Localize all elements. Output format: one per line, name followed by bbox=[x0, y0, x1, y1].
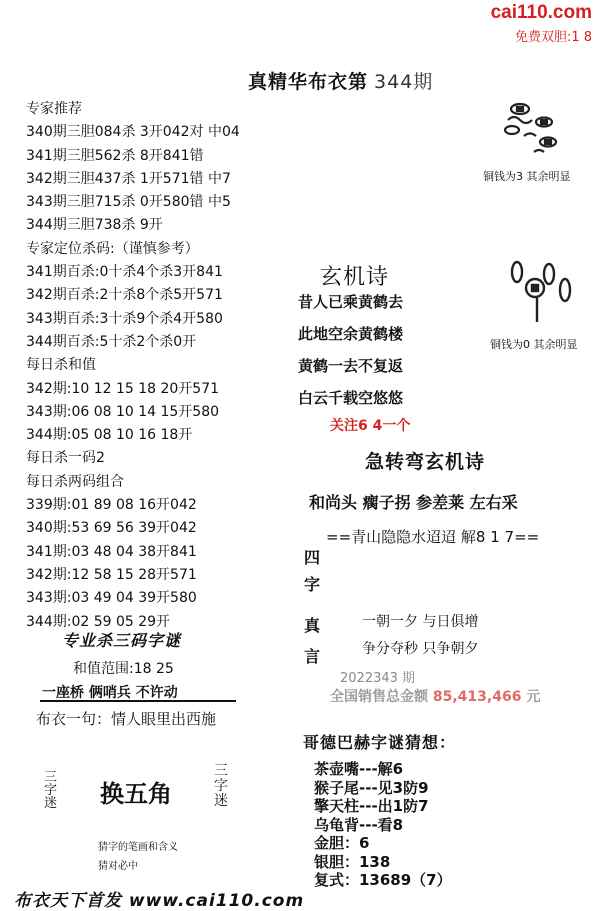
expert-recommendations bbox=[26, 98, 240, 634]
sum-range: 和值范围:18 25 bbox=[73, 661, 174, 677]
expert-line: 341期百杀:0十杀4个杀3开841 bbox=[26, 264, 223, 281]
clue-line: 复式：13689（7） bbox=[314, 871, 452, 889]
goldbach-title: 哥德巴赫字谜猜想： bbox=[303, 733, 457, 752]
expert-line: 每日杀和值 bbox=[26, 357, 96, 374]
poem-line: 此地空余黄鹤楼 bbox=[298, 325, 404, 343]
four-char-heading: 四 bbox=[304, 548, 321, 567]
sales-unit: 元 bbox=[526, 689, 541, 705]
title-issue: 344期 bbox=[374, 71, 434, 93]
vertical-char: 字 bbox=[214, 778, 228, 794]
coins-illustration-2 bbox=[507, 260, 577, 324]
expert-line: 344期:02 59 05 29开 bbox=[26, 613, 171, 630]
expert-line: 339期:01 89 08 16开042 bbox=[26, 497, 197, 514]
vertical-char: 三 bbox=[44, 770, 58, 785]
expert-line: 344期三胆738杀 9开 bbox=[26, 217, 163, 234]
poem-line: 白云千载空悠悠 bbox=[298, 389, 404, 407]
sales-total bbox=[330, 686, 540, 706]
vertical-char: 字 bbox=[44, 783, 58, 798]
expert-line: 344期百杀:5十杀2个杀0开 bbox=[26, 333, 197, 350]
clue-line: 金胆：6 bbox=[314, 834, 370, 852]
expert-line: 342期百杀:2十杀8个杀5开571 bbox=[26, 287, 223, 304]
riddle-hint: 猜字的笔画和含义 bbox=[98, 842, 178, 853]
expert-line: 344期:05 08 10 16 18开 bbox=[26, 427, 193, 444]
expert-line: 专家推荐 bbox=[26, 101, 82, 117]
riddle-poem-title: 急转弯玄机诗 bbox=[365, 451, 486, 473]
vertical-char: 迷 bbox=[214, 793, 228, 809]
sales-label: 全国销售总金额 bbox=[330, 689, 428, 705]
riddle-hint-2: 猜对必中 bbox=[98, 861, 138, 872]
sales-issue: 2022343 期 bbox=[340, 671, 416, 686]
coins-caption-1: 铜钱为3 其余明显 bbox=[483, 170, 571, 183]
clue-line: 银胆：138 bbox=[314, 852, 391, 871]
four-char-heading: 真 bbox=[304, 616, 321, 635]
riddle-main: 换五角 bbox=[100, 780, 172, 808]
focus-hint: 关注6 4一个 bbox=[330, 418, 411, 434]
expert-line: 343期:03 49 04 39开580 bbox=[26, 590, 197, 607]
site-logo-text: cai110.com bbox=[490, 2, 592, 23]
expert-line: 每日杀两码组合 bbox=[26, 473, 124, 490]
footer-banner: 布衣天下首发 www.cai110.com bbox=[14, 891, 305, 911]
three-char-riddle-label-left bbox=[44, 771, 57, 810]
divider-line bbox=[40, 700, 236, 702]
clue-line: 猴子尾---见3防9 bbox=[314, 778, 429, 797]
expert-line: 专家定位杀码:（谨慎参考） bbox=[26, 240, 199, 257]
goldbach-clues bbox=[314, 760, 452, 890]
riddle-heading: 专业杀三码字谜 bbox=[62, 631, 182, 650]
expert-line: 341期三胆562杀 8开841错 bbox=[26, 147, 204, 164]
expert-line: 340期:53 69 56 39开042 bbox=[26, 520, 197, 537]
expert-line: 342期三胆437杀 1开571错 中7 bbox=[26, 170, 231, 187]
expert-line: 342期:12 58 15 28开571 bbox=[26, 566, 197, 583]
four-char-heading: 言 bbox=[304, 647, 321, 666]
clue-line: 乌龟背---看8 bbox=[314, 815, 404, 834]
four-char-line: 争分夺秒 只争朝夕 bbox=[362, 641, 479, 657]
expert-line: 每日杀一码2 bbox=[26, 450, 105, 467]
expert-line: 343期三胆715杀 0开580错 中5 bbox=[26, 194, 231, 211]
poem-line: 昔人已乘黄鹤去 bbox=[298, 293, 404, 311]
buyi-saying: 布衣一句：情人眼里出西施 bbox=[36, 710, 217, 728]
title-main: 真精华布衣第 bbox=[248, 71, 369, 93]
four-char-heading: 字 bbox=[304, 575, 321, 594]
sales-amount: 85,413,466 bbox=[432, 689, 522, 705]
expert-line: 341期:03 48 04 38开841 bbox=[26, 543, 197, 560]
vertical-char: 三 bbox=[214, 763, 228, 779]
poem-title: 玄机诗 bbox=[320, 265, 390, 290]
expert-line: 340期三胆084杀 3开042对 中04 bbox=[26, 124, 240, 141]
poem-line: 黄鹤一去不复返 bbox=[298, 357, 404, 375]
coins-illustration-1 bbox=[498, 100, 562, 160]
riddle-solution-line: ==青山隐隐水迢迢 解8 1 7== bbox=[326, 528, 540, 546]
clue-line: 茶壶嘴---解6 bbox=[314, 760, 404, 778]
expert-line: 343期百杀:3十杀9个杀4开580 bbox=[26, 310, 223, 327]
three-char-riddle-label-right bbox=[214, 764, 228, 809]
bridge-riddle: 一座桥 俩哨兵 不许动 bbox=[42, 685, 178, 701]
expert-line: 342期:10 12 15 18 20开571 bbox=[26, 380, 220, 397]
coins-caption-2: 铜钱为0 其余明显 bbox=[490, 338, 578, 351]
expert-line: 343期:06 08 10 14 15开580 bbox=[26, 403, 220, 420]
four-char-line: 一朝一夕 与日俱增 bbox=[362, 614, 479, 630]
page-title bbox=[248, 67, 433, 94]
clue-line: 擎天柱---出1防7 bbox=[314, 797, 429, 815]
free-double-picks: 免费双胆:1 8 bbox=[514, 30, 592, 45]
riddle-poem-line: 和尚头 瘸子拐 参差莱 左右采 bbox=[309, 493, 518, 512]
vertical-char: 迷 bbox=[44, 796, 58, 811]
